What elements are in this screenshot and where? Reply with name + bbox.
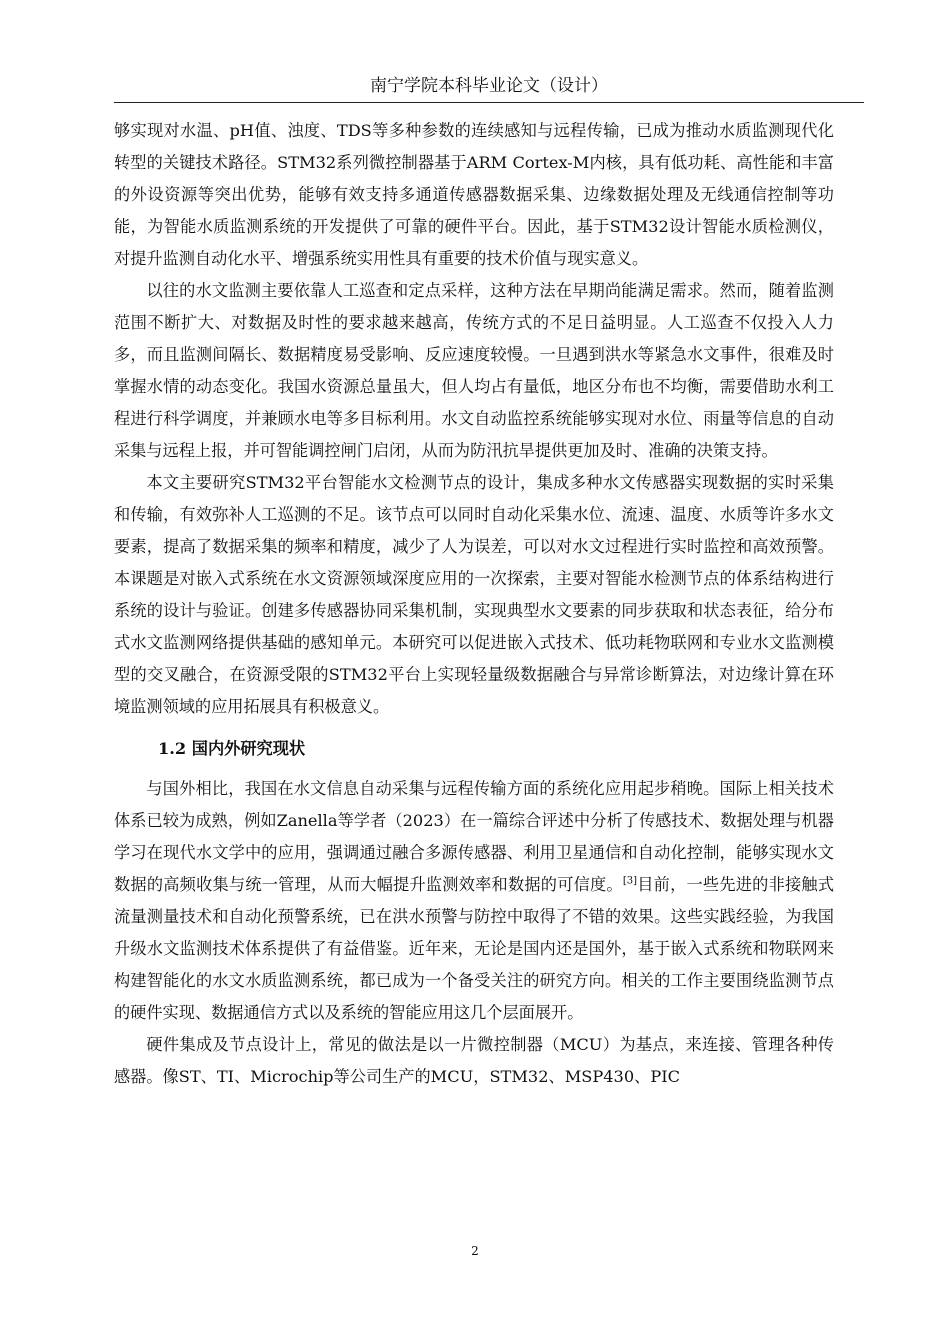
paragraph-4-part-a: 与国外相比，我国在水文信息自动采集与远程传输方面的系统化应用起步稍晚。国际上相关技术体系已较为成熟，例如Zanella等学者（2023）在一篇综合评述中分析了传感技术、数据处理与机器学习在现代水文学中的应用，强调通过融合多源传感器、利用卫星通信和自动化控制，能够实现水文数据的高频收集与统一管理，从而大幅提升监测效率和数据的可信度。	[114, 779, 834, 894]
paragraph-4-part-b: 目前，一些先进的非接触式流量测量技术和自动化预警系统，已在洪水预警与防控中取得了不错的效果。这些实践经验，为我国升级水文监测技术体系提供了有益借鉴。近年来，无论是国内还是国外，基于嵌入式系统和物联网来构建智能化的水文水质监测系统，都已成为一个备受关注的研究方向。相关的工作主要围绕监测节点的硬件实现、数据通信方式以及系统的智能应用这几个层面展开。	[114, 875, 835, 1022]
page-header: 南宁学院本科毕业论文（设计）	[114, 70, 864, 103]
page-number: 2	[471, 1244, 479, 1258]
body-text	[114, 115, 834, 1093]
paragraph-1: 够实现对水温、pH值、浊度、TDS等多种参数的连续感知与远程传输，已成为推动水质监测现代化转型的关键技术路径。STM32系列微控制器基于ARM Cortex-M内核，具有低功耗、高性能和丰富的外设资源等突出优势，能够有效支持多通道传感器数据采集、边缘数据处理及无线通信控制等功能，为智能水质监测系统的开发提供了可靠的硬件平台。因此，基于STM32设计智能水质检测仪，对提升监测自动化水平、增强系统实用性具有重要的技术价值与现实意义。	[114, 121, 834, 268]
paragraph-2: 以往的水文监测主要依靠人工巡查和定点采样，这种方法在早期尚能满足需求。然而，随着监测范围不断扩大、对数据及时性的要求越来越高，传统方式的不足日益明显。人工巡查不仅投入人力多，而且监测间隔长、数据精度易受影响、反应速度较慢。一旦遇到洪水等紧急水文事件，很难及时掌握水情的动态变化。我国水资源总量虽大，但人均占有量低，地区分布也不均衡，需要借助水利工程进行科学调度，并兼顾水电等多目标利用。水文自动监控系统能够实现对水位、雨量等信息的自动采集与远程上报，并可智能调控闸门启闭，从而为防汛抗旱提供更加及时、准确的决策支持。	[114, 281, 834, 460]
citation-ref[interactable]: [3]	[622, 875, 638, 887]
paragraph-3: 本文主要研究STM32平台智能水文检测节点的设计，集成多种水文传感器实现数据的实时采集和传输，有效弥补人工巡测的不足。该节点可以同时自动化采集水位、流速、温度、水质等许多水文要素，提高了数据采集的频率和精度，减少了人为误差，可以对水文过程进行实时监控和高效预警。本课题是对嵌入式系统在水文资源领域深度应用的一次探索，主要对智能水检测节点的体系结构进行系统的设计与验证。创建多传感器协同采集机制，实现典型水文要素的同步获取和状态表征，给分布式水文监测网络提供基础的感知单元。本研究可以促进嵌入式技术、低功耗物联网和专业水文监测模型的交叉融合，在资源受限的STM32平台上实现轻量级数据融合与异常诊断算法，对边缘计算在环境监测领域的应用拓展具有积极意义。	[114, 473, 834, 716]
paragraph-5: 硬件集成及节点设计上，常见的做法是以一片微控制器（MCU）为基点，来连接、管理各种传感器。像ST、TI、Microchip等公司生产的MCU，STM32、MSP430、PIC	[114, 1035, 834, 1086]
section-title: 1.2 国内外研究现状	[158, 739, 306, 758]
paragraph-4	[114, 773, 834, 1029]
